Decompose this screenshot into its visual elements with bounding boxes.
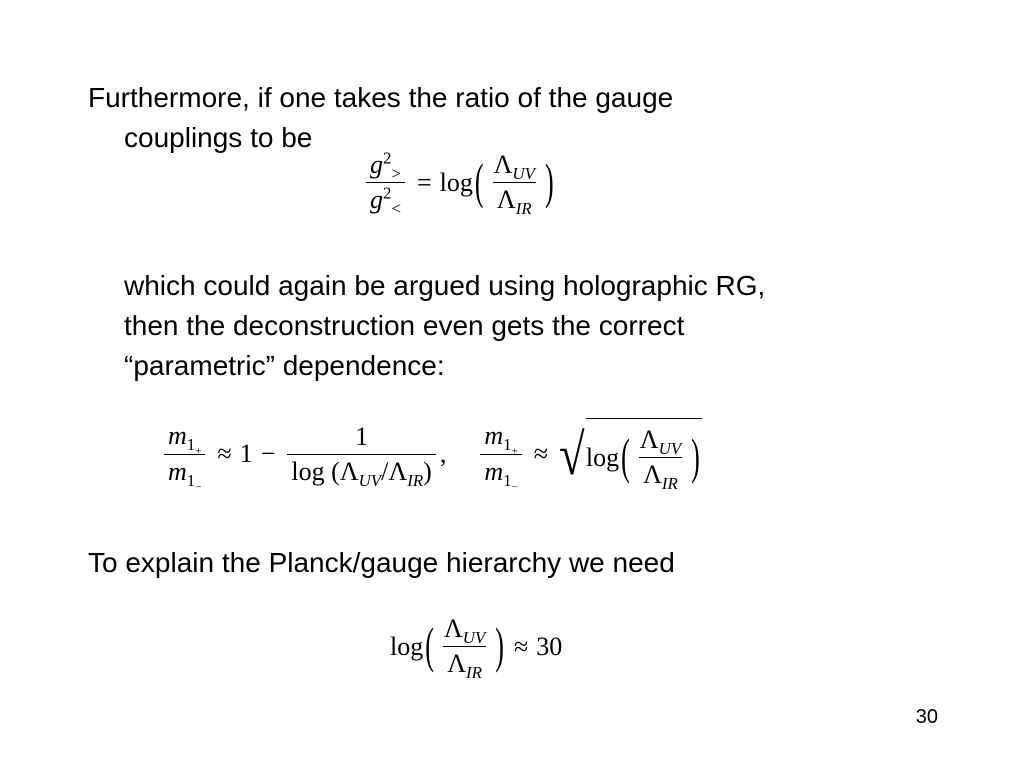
paragraph-2-line-1: which could again be argued using holographic RG, [124, 270, 766, 301]
equation-mass-ratio: $\frac{m_{1_+}}{m_{1_-}}$ ≈ 1 − $\frac{1}{\log (\Lambda_{UV}/\Lambda_{IR})}$ , $\frac{m_{1_+}}{m_{1_-}}$ ≈ √ log ( $\frac{\Lambda_{UV}}{\Lambda_{IR}}$ ) [160, 418, 702, 490]
equation-hierarchy: log ( $\frac{\Lambda_{UV}}{\Lambda_{IR}}$ ) ≈ 30 [390, 614, 563, 683]
page-number: 30 [915, 706, 938, 728]
paragraph-2-line-2: then the deconstruction even gets the correct [124, 310, 685, 341]
equation-gauge-ratio: $\frac{g^2_>}{g^2_<}$ = log ( $\frac{\Lambda_{UV}}{\Lambda_{IR}}$ ) [362, 150, 556, 215]
paragraph-2-line-3: “parametric” dependence: [124, 350, 445, 381]
paragraph-1-line-2: couplings to be [124, 122, 313, 153]
paragraph-1-line-1: Furthermore, if one takes the ratio of the gauge [88, 82, 674, 113]
paragraph-3: To explain the Planck/gauge hierarchy we need [88, 547, 675, 578]
